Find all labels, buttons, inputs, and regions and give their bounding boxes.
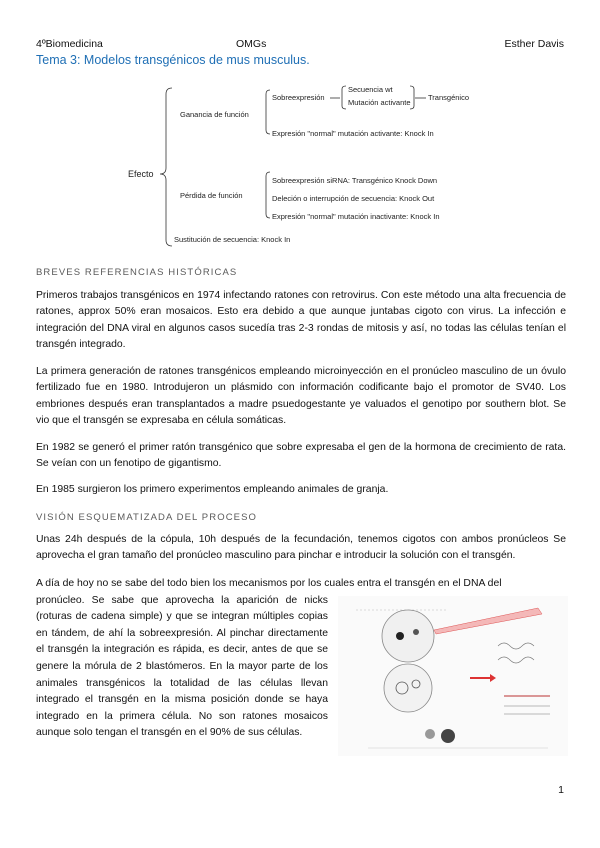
loss-item-knockin: Expresión "normal" mutación inactivante: Knock In	[272, 212, 440, 221]
paragraph-2-text: La primera generación de ratones transgénicos empleando microinyección en el pronúcleo masculino de un óvulo fertilizado fue en 1980. Introdujeron un plásmido con información codificante bajo el promotor de SV40. Los embriones después eran transplantados a madre psuedogestante ye valuados el genotipo por southern blot. Se vio que el transgén se expresaba en célula somáticas.	[36, 366, 566, 427]
diagram-root: Efecto	[128, 169, 154, 179]
embryo-cell-icon	[384, 664, 432, 712]
zygote-cell-icon	[382, 610, 434, 662]
paragraph-1-text: Primeros trabajos transgénicos en 1974 infectando ratones con retrovirus. Con este método una alta frecuencia de ratones, approx 50% eran mosaicos. Esto era debido a que aunque juntabas cigoto con virus. La infección e integración del DNA viral en algunos casos sucedía tras 2-3 rondas de mitosis y así, no todas las células tenían el transgén integrado.	[36, 290, 566, 351]
page-number: 1	[558, 784, 564, 796]
seq-brace	[342, 86, 346, 109]
gain-sobre: Sobreexpresión	[272, 93, 325, 102]
gain-expresion: Expresión "normal" mutación activante: Knock In	[272, 129, 434, 138]
paragraph-5	[36, 532, 566, 565]
header-author: Esther Davis	[504, 38, 564, 50]
paragraph-6-first-line: A día de hoy no se sabe del todo bien los mecanismos por los cuales entra el transgén en el DNA del	[36, 578, 502, 589]
effect-diagram	[0, 80, 600, 260]
loss-label: Pérdida de función	[180, 191, 243, 200]
gain-seq-mut: Mutación activante	[348, 98, 411, 107]
paragraph-3-text: En 1982 se generó el primer ratón transgénico que sobre expresaba el gen de la hormona de crecimiento de rata. Se veían con un fenotipo de gigantismo.	[36, 442, 566, 470]
paragraph-4	[36, 482, 566, 498]
page-title: Tema 3: Modelos transgénicos de mus musculus.	[36, 53, 310, 67]
section-historic: BREVES REFERENCIAS HISTÓRICAS	[36, 267, 238, 278]
gain-label: Ganancia de función	[180, 110, 249, 119]
paragraph-6-rest: pronúcleo. Se sabe que aprovecha la aparición de nicks (roturas de cadena simple) y que se integran múltiples copias en tándem, de ahí la sobreexpresión. Al pinchar directamente el transgén la integración es rápida, es decir, antes de que se genere la mórula de 2 blastómeros. En la mayor parte de los animales transgénicos la totalidad de las células llevan integrado el transgén en la misma posición donde se haya integrado en la primera célula. No son ratones mosaicos aunque solo tengan el transgén en el 90% de sus células.	[36, 594, 328, 739]
loss-item-knockout: Deleción o interrupción de secuencia: Knock Out	[272, 194, 435, 203]
paragraph-4-text: En 1985 surgieron los primero experimentos empleando animales de granja.	[36, 484, 389, 495]
page-header	[36, 38, 564, 52]
loss-item-knockdown: Sobreexpresión siRNA: Transgénico Knock Down	[272, 176, 438, 185]
subst-label: Sustitución de secuencia: Knock In	[174, 235, 291, 244]
header-subject: OMGs	[236, 38, 267, 50]
header-course: 4ºBiomedicina	[36, 38, 103, 50]
gain-seq-wt: Secuencia wt	[348, 85, 393, 94]
root-brace	[160, 88, 172, 246]
paragraph-3	[36, 440, 566, 473]
gain-brace	[266, 90, 270, 134]
seq-close-brace	[410, 86, 414, 109]
paragraph-5-text: Unas 24h después de la cópula, 10h después de la fecundación, tenemos cigotos con ambos pronúcleos Se aprovecha el gran tamaño del pronúcleo masculino para pinchar e introducir la solución con el transgén.	[36, 534, 566, 562]
microinjection-figure	[338, 596, 568, 756]
paragraph-2	[36, 364, 566, 430]
gain-transgenico: Transgénico	[428, 93, 469, 102]
loss-brace	[266, 172, 270, 218]
section-vision: VISIÓN ESQUEMATIZADA DEL PROCESO	[36, 512, 258, 523]
paragraph-1	[36, 288, 566, 354]
